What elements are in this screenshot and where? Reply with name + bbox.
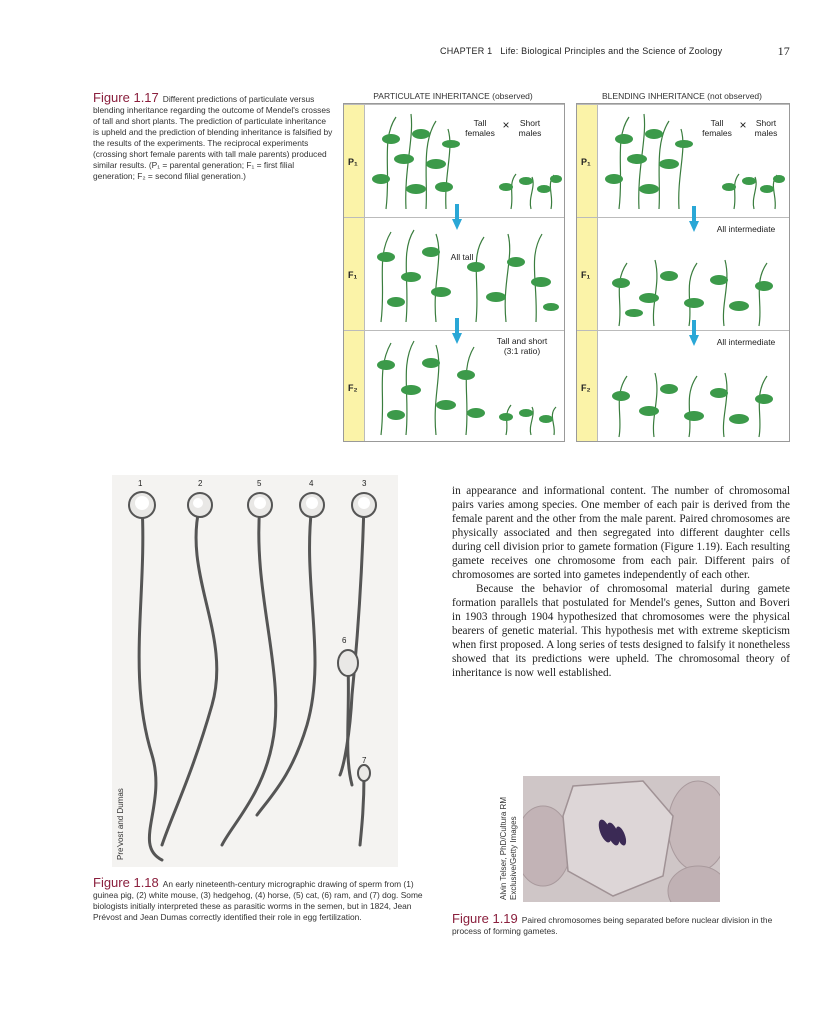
page-number: 17	[777, 44, 790, 58]
chapter-title: Life: Biological Principles and the Science of Zoology	[500, 46, 723, 56]
p1-row	[344, 104, 564, 218]
running-header	[440, 46, 790, 56]
f1-plants-illustration	[366, 222, 562, 328]
short-males-label: Short males	[512, 118, 548, 138]
short-males-label: Short males	[749, 118, 783, 138]
body-paragraph-1: in appearance and informational content. The number of chromosomal pairs varies among species. One member of each pair is derived from the female parent and the other from the male parent. Paired chromosomes are physically associated and then segregated into different daughter cells during cell division prior to gamete formation (Figure 1.19). Each resulting gamete receives one chromosome from each pair. Different pairs of chromosomes are sorted into gametes independently of each other.	[452, 485, 790, 581]
cross-symbol: ×	[500, 120, 512, 130]
all-tall-label: All tall	[450, 252, 474, 262]
all-intermediate-label: All intermediate	[705, 337, 787, 347]
credit-line-2: Exclusive/Getty Images	[509, 816, 518, 900]
figure-1-19-text: Paired chromosomes being separated before nuclear division in the process of forming gametes.	[452, 915, 773, 936]
figure-1-17-caption	[93, 92, 333, 182]
tall-and-short-label	[488, 336, 556, 356]
arrow-down-icon	[689, 206, 699, 232]
sperm-number: 5	[257, 479, 262, 488]
f2-row	[577, 330, 789, 442]
chromosome-micrograph	[523, 776, 720, 902]
tall-and-short-text: Tall and short	[496, 336, 548, 346]
cross-symbol: ×	[737, 120, 749, 130]
particulate-panel	[343, 103, 565, 442]
tall-females-label: Tall females	[697, 118, 737, 138]
f1-row	[577, 217, 789, 331]
image-credit	[499, 797, 519, 900]
arrow-down-icon	[689, 320, 699, 346]
tall-females-label: Tall females	[460, 118, 500, 138]
f1-plants-illustration	[599, 248, 787, 328]
gen-label-p1: P₁	[348, 157, 358, 167]
blending-title: BLENDING INHERITANCE (not observed)	[602, 91, 762, 101]
arrow-down-icon	[452, 204, 462, 230]
arrow-down-icon	[452, 318, 462, 344]
figure-1-19-label: Figure 1.19	[452, 911, 518, 926]
body-text	[452, 484, 790, 680]
gen-label-f1: F₁	[581, 270, 591, 280]
gen-label-f1: F₁	[348, 270, 358, 280]
body-paragraph-2: Because the behavior of chromosomal material during gamete formation parallels that postulated for Mendel's genes, Sutton and Boveri in 1903 through 1904 hypothesized that chromosomes were the physical bearers of genetic material. This hypothesis met with extreme skepticism when first proposed. A long series of tests designed to falsify it nonetheless showed that its predictions were upheld. The chromosomal theory of inheritance is now well established.	[452, 583, 790, 679]
figure-1-17-label: Figure 1.17	[93, 90, 159, 105]
blending-panel	[576, 103, 790, 442]
f2-row	[344, 330, 564, 442]
f1-row	[344, 217, 564, 331]
sperm-number: 7	[362, 756, 367, 765]
sperm-number: 3	[362, 479, 367, 488]
gen-label-f2: F₂	[581, 383, 591, 393]
figure-1-19-caption	[452, 913, 797, 937]
cell-illustration	[523, 776, 720, 902]
sperm-number: 1	[138, 479, 143, 488]
figure-1-18-label: Figure 1.18	[93, 875, 159, 890]
sperm-number: 6	[342, 636, 347, 645]
sperm-drawing-image	[112, 475, 398, 867]
ratio-text: (3:1 ratio)	[503, 346, 541, 356]
all-intermediate-label: All intermediate	[705, 224, 787, 234]
credit-line-1: Alvin Telser, PhD/Cultura RM	[499, 797, 508, 900]
f2-plants-illustration	[599, 361, 787, 439]
particulate-title: PARTICULATE INHERITANCE (observed)	[373, 91, 533, 101]
image-credit: Pre'vost and Dumas	[116, 788, 125, 860]
gen-label-p1: P₁	[581, 157, 591, 167]
sperm-number: 4	[309, 479, 314, 488]
sperm-illustration	[112, 475, 398, 867]
figure-1-17-text: Different predictions of particulate versus blending inheritance regarding the outcome of Mendel's crosses of tall and short plants. The prediction of particulate inheritance is upheld and the prediction of blending inheritance is falsified by the results of the experiments. The reciprocal experiments (crossing short female parents with tall male parents) produced similar results. (P₁ = parental generation; F₁ = first filial generation; F₂ = second filial generation.)	[93, 94, 333, 181]
chapter-label: CHAPTER 1	[440, 46, 493, 56]
p1-row	[577, 104, 789, 218]
figure-1-18-caption	[93, 877, 423, 923]
sperm-number: 2	[198, 479, 203, 488]
figure-1-18-text: An early nineteenth-century micrographic drawing of sperm from (1) guinea pig, (2) white mouse, (3) hedgehog, (4) horse, (5) cat, (6) ram, and (7) dog. Some biologists initially interpreted these as parasitic worms in the semen, but in 1824, Jean Prévost and Jean Dumas correctly identified their role in egg fertilization.	[93, 879, 423, 922]
gen-label-f2: F₂	[348, 383, 358, 393]
